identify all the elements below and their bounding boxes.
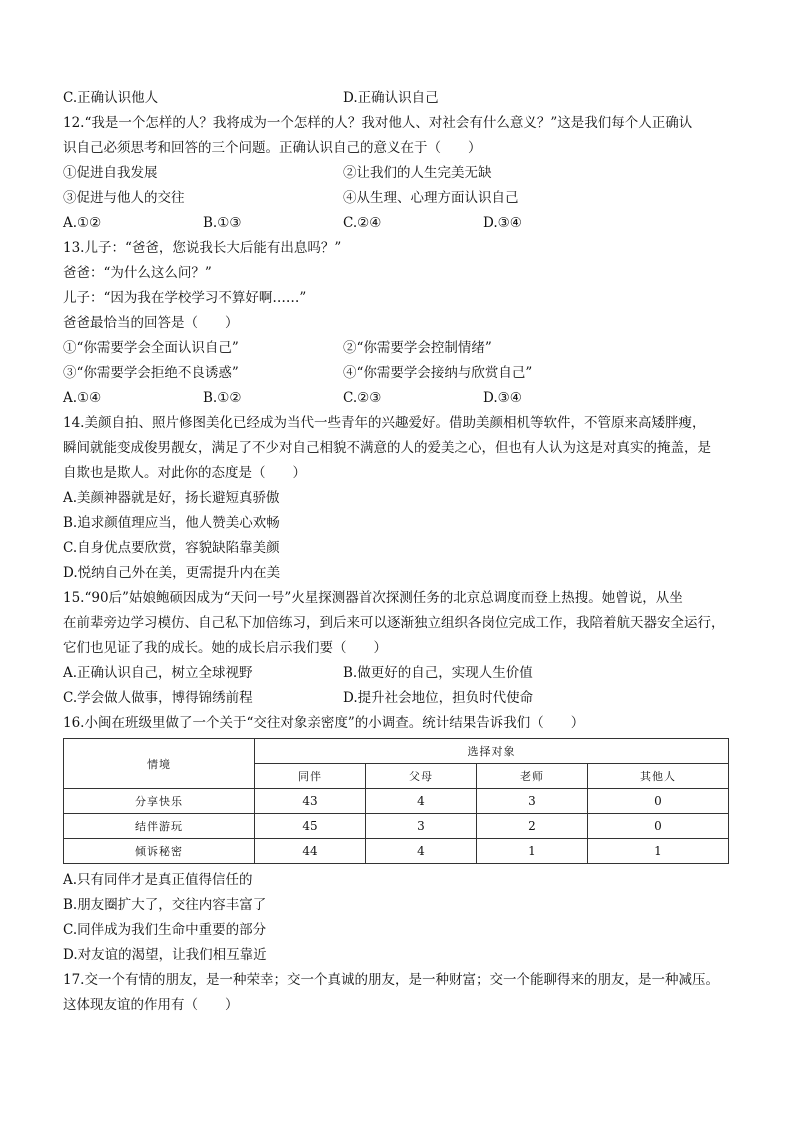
item: ④从生理、心理方面认识自己: [343, 190, 519, 206]
row-label: 结伴游玩: [64, 814, 255, 839]
row-label: 倾诉秘密: [64, 839, 255, 864]
option-d: D.正确认识自己: [343, 90, 439, 106]
question-text: 这体现友谊的作用有（ ）: [63, 997, 239, 1013]
option-c: C.②③: [343, 390, 382, 406]
option-d: D.③④: [483, 390, 522, 406]
table-column-header: 父母: [366, 764, 477, 789]
table-header-row: [64, 739, 729, 764]
question-15: [63, 586, 743, 711]
option-d: D.对友谊的渴望，让我们相互靠近: [63, 947, 267, 963]
option-d: D.悦纳自己外在美，更需提升内在美: [63, 565, 281, 581]
item-row: [63, 336, 743, 361]
option-a: A.①②: [63, 215, 102, 231]
item-row: [63, 186, 743, 211]
question-17: [63, 968, 743, 1018]
table-cell: 3: [477, 789, 588, 814]
question-text: 15.“90后”姑娘鲍硕因成为“天问一号”火星探测器首次探测任务的北京总调度而登上热搜。她曾说，从坐: [63, 590, 683, 606]
question-14: [63, 411, 743, 586]
item: ①“你需要学会全面认识自己”: [63, 340, 239, 356]
option-row: [63, 686, 743, 711]
table-cell: 2: [477, 814, 588, 839]
question-12: [63, 111, 743, 236]
option-row: [63, 211, 743, 236]
question-text: 12.“我是一个怎样的人？我将成为一个怎样的人？我对他人、对社会有什么意义？”这是我们每个人正确认: [63, 115, 693, 131]
item-row: [63, 161, 743, 186]
table-row: [64, 814, 729, 839]
item-row: [63, 361, 743, 386]
table-column-header: 同伴: [255, 764, 366, 789]
table-cell: 1: [477, 839, 588, 864]
option-c: C.正确认识他人: [63, 90, 159, 106]
question-16: [63, 711, 743, 968]
question-text: 在前辈旁边学习模仿、自己私下加倍练习，到后来可以逐渐独立组织各岗位完成工作，我陪着航天器安全运行，: [63, 615, 725, 631]
option-a: A.只有同伴才是真正值得信任的: [63, 872, 253, 888]
question-text: 爸爸最恰当的回答是（ ）: [63, 315, 239, 331]
question-text: 自欺也是欺人。对此你的态度是（ ）: [63, 465, 306, 481]
option-b: B.做更好的自己，实现人生价值: [343, 665, 533, 681]
option-b: B.朋友圈扩大了，交往内容丰富了: [63, 897, 267, 913]
option-c: C.自身优点要欣赏，容貌缺陷靠美颜: [63, 540, 280, 556]
question-text: 爸爸：“为什么这么问？”: [63, 265, 212, 281]
table-cell: 4: [366, 839, 477, 864]
question-text: 13.儿子：“爸爸，您说我长大后能有出息吗？”: [63, 240, 342, 256]
table-cell: 3: [366, 814, 477, 839]
question-text: 它们也见证了我的成长。她的成长启示我们要（ ）: [63, 640, 387, 656]
option-row: [63, 661, 743, 686]
question-text: 17.交一个有情的朋友，是一种荣幸；交一个真诚的朋友，是一种财富；交一个能聊得来的朋友，是一种减压。: [63, 972, 719, 988]
table-cell: 43: [255, 789, 366, 814]
table-column-header: 老师: [477, 764, 588, 789]
row-label: 分享快乐: [64, 789, 255, 814]
question-13: [63, 236, 743, 411]
option-a: A.正确认识自己，树立全球视野: [63, 665, 253, 681]
option-a: A.美颜神器就是好，扬长避短真骄傲: [63, 490, 280, 506]
option-b: B.①③: [203, 215, 242, 231]
item: ②“你需要学会控制情绪”: [343, 340, 492, 356]
option-d: D.③④: [483, 215, 522, 231]
exam-page: [63, 86, 743, 1018]
table-cell: 1: [588, 839, 729, 864]
option-row: [63, 386, 743, 411]
table-row: [64, 789, 729, 814]
item: ③“你需要学会拒绝不良诱惑”: [63, 365, 239, 381]
table-row: [64, 839, 729, 864]
item: ②让我们的人生完美无缺: [343, 165, 492, 181]
question-text: 儿子：“因为我在学校学习不算好啊……”: [63, 290, 307, 306]
option-c: C.②④: [343, 215, 382, 231]
item: ③促进与他人的交往: [63, 190, 185, 206]
option-b: B.①②: [203, 390, 242, 406]
question-text: 16.小闽在班级里做了一个关于“交往对象亲密度”的小调查。统计结果告诉我们（ ）: [63, 715, 585, 731]
table-column-header: 其他人: [588, 764, 729, 789]
table-cell: 0: [588, 814, 729, 839]
option-a: A.①④: [63, 390, 102, 406]
q11-options: [63, 86, 743, 111]
item: ④“你需要学会接纳与欣赏自己”: [343, 365, 533, 381]
table-group-header: 选择对象: [255, 739, 729, 764]
table-corner-header: 情境: [64, 739, 255, 789]
table-cell: 44: [255, 839, 366, 864]
table-cell: 0: [588, 789, 729, 814]
option-d: D.提升社会地位，担负时代使命: [343, 690, 534, 706]
option-c: C.同伴成为我们生命中重要的部分: [63, 922, 267, 938]
question-text: 识自己必须思考和回答的三个问题。正确认识自己的意义在于（ ）: [63, 140, 482, 156]
table-cell: 4: [366, 789, 477, 814]
option-b: B.追求颜值理应当，他人赞美心欢畅: [63, 515, 280, 531]
question-text: 瞬间就能变成俊男靓女，满足了不少对自己相貌不满意的人的爱美之心，但也有人认为这是对真实的掩盖，是: [63, 440, 711, 456]
table-cell: 45: [255, 814, 366, 839]
option-c: C.学会做人做事，博得锦绣前程: [63, 690, 253, 706]
item: ①促进自我发展: [63, 165, 158, 181]
survey-table: [63, 738, 729, 864]
question-text: 14.美颜自拍、照片修图美化已经成为当代一些青年的兴趣爱好。借助美颜相机等软件，不管原来高矮胖瘦，: [63, 415, 706, 431]
